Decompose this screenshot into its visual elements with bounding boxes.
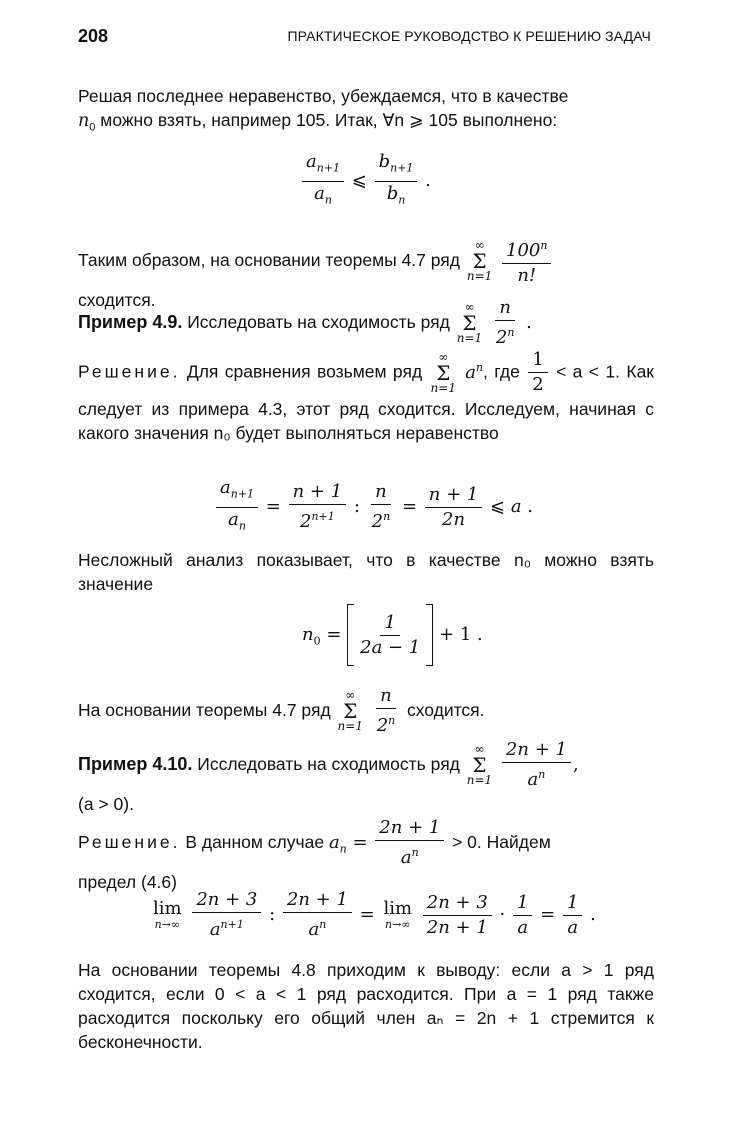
paragraph-7: На основании теоремы 4.8 приходим к выводу: если a > 1 ряд сходится, если 0 < a < 1 ряд расходится. При a = 1 ряд также расходится поскольку его общий член aₙ = 2n + 1 стремится к бесконечности. <box>78 960 654 1052</box>
solution-4-9: Решение. Для сравнения возьмем ряд ∞ Σ n=1 $a^n$, где $\frac{1}{2}$ < a < 1. Как следует из примера 4.3, этот ряд сходится. Исследуем, начиная с какого значения n₀ будет выполняться неравенство <box>78 349 654 443</box>
paragraph-4: Несложный анализ показывает, что в качестве n₀ можно взять значение <box>78 550 654 594</box>
formula-ratio-bound: $\frac{a_{n+1}}{a_n}$ ⩽ $\frac{b_{n+1}}{b_n}$ . <box>300 150 431 212</box>
formula-n0: $n_0$ = $\frac{1}{2a - 1}$ + 1 . <box>302 604 483 666</box>
paragraph-2: Таким образом, на основании теоремы 4.7 ряд ∞ Σ n=1 $\frac{100^n}{n!}$ сходится. <box>78 234 654 312</box>
running-title: ПРАКТИЧЕСКОЕ РУКОВОДСТВО К РЕШЕНИЮ ЗАДАЧ <box>287 28 651 44</box>
example-4-9: Пример 4.9. Исследовать на сходимость ряд ∞ Σ n=1 $\frac{n}{2^n}$ . <box>78 297 532 348</box>
page-number: 208 <box>78 26 109 46</box>
page-header <box>78 26 651 47</box>
formula-ratio-4-9: $\frac{a_{n+1}}{a_n}$ = $\frac{n + 1}{2^{n+1}}$ : $\frac{n}{2^n}$ = $\frac{n + 1}{2n}$ ⩽ a . <box>214 476 533 538</box>
solution-4-10: Решение. В данном случае $a_n$ = $\frac{2n + 1}{a^n}$ > 0. Найдем предел (4.6) <box>78 817 551 892</box>
example-4-10: Пример 4.10. Исследовать на сходимость ряд ∞ Σ n=1 $\frac{2n + 1}{a^n}$ , (a > 0). <box>78 739 579 814</box>
series-100n: ∞ Σ n=1 $\frac{100^n}{n!}$ <box>465 250 554 271</box>
paragraph-1: Решая последнее неравенство, убеждаемся, что в качестве $n_0$ можно взять, например 105. Итак, ∀n ⩾ 105 выполнено: <box>78 86 569 134</box>
formula-limit: lim n→∞ $\frac{2n + 3}{a^{n+1}}$ : $\frac{2n + 1}{a^n}$ = lim n→∞ $\frac{2n + 3}{2n + 1}$ · $\frac{1}{a}$ = $\frac{1}{a}$ . <box>153 889 596 940</box>
paragraph-5: На основании теоремы 4.7 ряд ∞ Σ n=1 $\frac{n}{2^n}$ сходится. <box>78 685 485 736</box>
